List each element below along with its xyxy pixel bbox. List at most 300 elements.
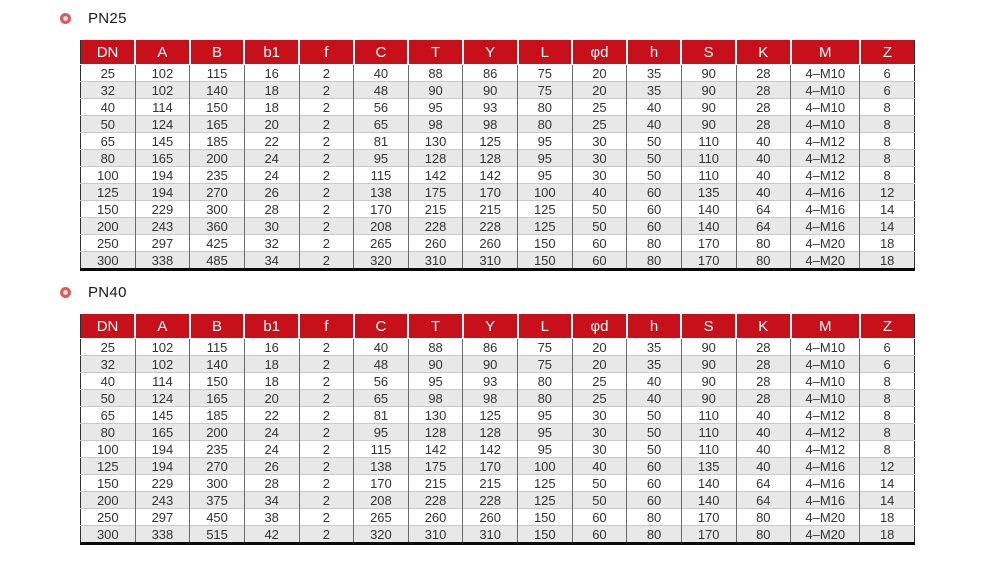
table-cell: 115: [354, 441, 409, 458]
table-cell: 235: [190, 167, 245, 184]
column-header-k: K: [736, 314, 791, 339]
table-cell: 297: [135, 235, 190, 252]
table-cell: 65: [354, 116, 409, 133]
column-header-y: Y: [463, 314, 518, 339]
table-cell: 150: [190, 99, 245, 116]
table-cell: 310: [463, 252, 518, 270]
table-cell: 6: [860, 356, 915, 373]
dimension-table-pn40: [80, 314, 915, 545]
table-cell: 34: [244, 492, 299, 509]
table-cell: 40: [627, 390, 682, 407]
table-cell: 102: [135, 356, 190, 373]
table-cell: 28: [736, 339, 791, 356]
table-cell: 32: [81, 356, 136, 373]
table-cell: 215: [408, 201, 463, 218]
table-cell: 40: [627, 99, 682, 116]
table-cell: 93: [463, 99, 518, 116]
table-cell: 98: [463, 116, 518, 133]
table-cell: 40: [354, 65, 409, 82]
table-cell: 142: [408, 167, 463, 184]
table-cell: 100: [81, 167, 136, 184]
table-cell: 2: [299, 65, 354, 82]
table-cell: 4–M10: [791, 356, 860, 373]
table-cell: 300: [81, 252, 136, 270]
table-cell: 90: [681, 390, 736, 407]
table-cell: 40: [81, 373, 136, 390]
table-cell: 50: [81, 116, 136, 133]
table-row-dn-200: [81, 218, 915, 235]
section-pn25: [0, 8, 1000, 271]
table-cell: 90: [463, 82, 518, 99]
table-row-dn-65: [81, 407, 915, 424]
column-header-t: T: [408, 314, 463, 339]
section-title: PN40: [88, 283, 127, 301]
table-cell: 170: [463, 458, 518, 475]
table-cell: 170: [681, 509, 736, 526]
table-cell: 265: [354, 235, 409, 252]
table-cell: 130: [408, 407, 463, 424]
table-cell: 14: [860, 492, 915, 509]
table-cell: 260: [463, 235, 518, 252]
table-cell: 100: [518, 184, 573, 201]
table-cell: 80: [518, 373, 573, 390]
table-cell: 128: [408, 424, 463, 441]
table-cell: 200: [190, 424, 245, 441]
table-cell: 375: [190, 492, 245, 509]
table-cell: 90: [681, 116, 736, 133]
table-cell: 30: [244, 218, 299, 235]
table-row-dn-80: [81, 150, 915, 167]
section-title: PN25: [88, 9, 127, 27]
table-cell: 8: [860, 167, 915, 184]
table-cell: 20: [244, 116, 299, 133]
table-cell: 4–M16: [791, 475, 860, 492]
table-cell: 88: [408, 65, 463, 82]
table-row-dn-32: [81, 356, 915, 373]
table-cell: 4–M12: [791, 424, 860, 441]
table-cell: 8: [860, 99, 915, 116]
table-cell: 60: [627, 201, 682, 218]
table-cell: 90: [681, 82, 736, 99]
table-cell: 2: [299, 339, 354, 356]
table-cell: 80: [81, 150, 136, 167]
table-cell: 2: [299, 475, 354, 492]
table-cell: 4–M12: [791, 407, 860, 424]
table-cell: 4–M10: [791, 65, 860, 82]
table-cell: 42: [244, 526, 299, 544]
table-cell: 50: [627, 407, 682, 424]
table-cell: 80: [627, 526, 682, 544]
table-cell: 114: [135, 373, 190, 390]
table-cell: 60: [627, 475, 682, 492]
table-cell: 140: [681, 218, 736, 235]
table-cell: 98: [463, 390, 518, 407]
column-header-d: φd: [572, 40, 627, 65]
table-cell: 170: [681, 235, 736, 252]
table-cell: 81: [354, 407, 409, 424]
table-cell: 40: [572, 458, 627, 475]
table-cell: 8: [860, 373, 915, 390]
table-cell: 243: [135, 218, 190, 235]
table-cell: 140: [681, 201, 736, 218]
table-cell: 64: [736, 492, 791, 509]
table-cell: 297: [135, 509, 190, 526]
table-cell: 250: [81, 509, 136, 526]
table-cell: 50: [572, 218, 627, 235]
table-cell: 4–M12: [791, 441, 860, 458]
table-cell: 80: [518, 390, 573, 407]
table-cell: 60: [572, 509, 627, 526]
table-cell: 2: [299, 82, 354, 99]
table-cell: 20: [572, 339, 627, 356]
table-cell: 300: [81, 526, 136, 544]
table-cell: 22: [244, 407, 299, 424]
table-row-dn-200: [81, 492, 915, 509]
table-cell: 14: [860, 475, 915, 492]
table-cell: 12: [860, 184, 915, 201]
table-cell: 102: [135, 82, 190, 99]
table-cell: 125: [463, 133, 518, 150]
table-cell: 4–M16: [791, 218, 860, 235]
table-cell: 150: [518, 252, 573, 270]
table-cell: 4–M20: [791, 235, 860, 252]
table-cell: 135: [681, 458, 736, 475]
table-cell: 28: [736, 65, 791, 82]
table-cell: 2: [299, 133, 354, 150]
table-cell: 4–M20: [791, 252, 860, 270]
table-cell: 93: [463, 373, 518, 390]
table-cell: 40: [354, 339, 409, 356]
table-cell: 229: [135, 201, 190, 218]
table-cell: 110: [681, 167, 736, 184]
section-pn40: [0, 282, 1000, 545]
table-cell: 110: [681, 150, 736, 167]
table-cell: 95: [518, 424, 573, 441]
table-cell: 50: [627, 167, 682, 184]
column-header-h: h: [627, 40, 682, 65]
table-cell: 300: [190, 201, 245, 218]
table-cell: 40: [81, 99, 136, 116]
table-cell: 8: [860, 441, 915, 458]
table-cell: 88: [408, 339, 463, 356]
table-cell: 95: [354, 150, 409, 167]
table-cell: 81: [354, 133, 409, 150]
table-cell: 56: [354, 99, 409, 116]
column-header-z: Z: [860, 314, 915, 339]
table-cell: 338: [135, 526, 190, 544]
table-cell: 60: [627, 218, 682, 235]
table-cell: 48: [354, 82, 409, 99]
table-cell: 8: [860, 407, 915, 424]
table-cell: 56: [354, 373, 409, 390]
table-cell: 185: [190, 407, 245, 424]
table-row-dn-25: [81, 339, 915, 356]
table-cell: 8: [860, 133, 915, 150]
table-cell: 60: [627, 184, 682, 201]
column-header-l: L: [518, 40, 573, 65]
bullet-ring-icon: [60, 287, 71, 298]
table-cell: 4–M12: [791, 133, 860, 150]
table-cell: 142: [463, 167, 518, 184]
table-cell: 26: [244, 184, 299, 201]
table-cell: 4–M10: [791, 82, 860, 99]
table-cell: 165: [135, 150, 190, 167]
table-cell: 20: [572, 65, 627, 82]
table-row-dn-100: [81, 441, 915, 458]
table-cell: 25: [81, 339, 136, 356]
table-cell: 90: [463, 356, 518, 373]
table-cell: 8: [860, 390, 915, 407]
column-header-f: f: [299, 314, 354, 339]
table-cell: 150: [81, 475, 136, 492]
table-cell: 98: [408, 390, 463, 407]
table-cell: 60: [572, 235, 627, 252]
table-cell: 35: [627, 356, 682, 373]
table-cell: 2: [299, 235, 354, 252]
table-cell: 20: [572, 356, 627, 373]
table-cell: 32: [244, 235, 299, 252]
table-cell: 90: [408, 82, 463, 99]
table-cell: 25: [572, 116, 627, 133]
column-header-a: A: [135, 40, 190, 65]
table-cell: 2: [299, 99, 354, 116]
table-cell: 110: [681, 424, 736, 441]
table-cell: 50: [627, 150, 682, 167]
table-cell: 40: [736, 184, 791, 201]
table-cell: 28: [244, 475, 299, 492]
column-header-s: S: [681, 314, 736, 339]
table-cell: 90: [681, 65, 736, 82]
table-cell: 60: [572, 526, 627, 544]
table-cell: 95: [518, 167, 573, 184]
table-row-dn-150: [81, 201, 915, 218]
table-cell: 25: [81, 65, 136, 82]
table-row-dn-250: [81, 509, 915, 526]
table-cell: 64: [736, 218, 791, 235]
table-cell: 28: [736, 390, 791, 407]
table-cell: 243: [135, 492, 190, 509]
table-cell: 65: [354, 390, 409, 407]
table-cell: 2: [299, 492, 354, 509]
table-cell: 40: [627, 116, 682, 133]
table-cell: 32: [81, 82, 136, 99]
table-cell: 18: [860, 509, 915, 526]
table-cell: 138: [354, 458, 409, 475]
table-row-dn-50: [81, 116, 915, 133]
table-cell: 145: [135, 407, 190, 424]
table-cell: 30: [572, 424, 627, 441]
table-cell: 18: [244, 82, 299, 99]
table-cell: 28: [736, 373, 791, 390]
table-cell: 25: [572, 99, 627, 116]
table-cell: 60: [627, 458, 682, 475]
table-cell: 128: [463, 424, 518, 441]
column-header-m: M: [791, 314, 860, 339]
column-header-c: C: [354, 314, 409, 339]
table-cell: 75: [518, 65, 573, 82]
table-cell: 208: [354, 218, 409, 235]
column-header-b: B: [190, 40, 245, 65]
table-cell: 30: [572, 407, 627, 424]
table-cell: 142: [463, 441, 518, 458]
table-cell: 40: [627, 373, 682, 390]
table-cell: 102: [135, 339, 190, 356]
table-cell: 95: [518, 441, 573, 458]
table-cell: 50: [572, 492, 627, 509]
table-row-dn-250: [81, 235, 915, 252]
table-cell: 75: [518, 82, 573, 99]
table-cell: 50: [627, 424, 682, 441]
table-cell: 80: [627, 509, 682, 526]
table-cell: 18: [860, 235, 915, 252]
table-cell: 4–M12: [791, 167, 860, 184]
table-cell: 320: [354, 526, 409, 544]
table-cell: 2: [299, 116, 354, 133]
table-cell: 80: [518, 99, 573, 116]
table-cell: 165: [135, 424, 190, 441]
column-header-b1: b1: [244, 314, 299, 339]
table-cell: 170: [463, 184, 518, 201]
table-cell: 2: [299, 458, 354, 475]
table-cell: 28: [736, 356, 791, 373]
table-cell: 194: [135, 441, 190, 458]
table-cell: 165: [190, 116, 245, 133]
header-row: [81, 314, 915, 339]
table-cell: 80: [736, 235, 791, 252]
section-heading-pn25: [60, 8, 1000, 28]
table-cell: 150: [81, 201, 136, 218]
table-cell: 40: [736, 458, 791, 475]
table-cell: 80: [736, 509, 791, 526]
table-cell: 64: [736, 475, 791, 492]
table-cell: 14: [860, 201, 915, 218]
table-cell: 270: [190, 458, 245, 475]
table-cell: 125: [81, 458, 136, 475]
table-row-dn-65: [81, 133, 915, 150]
table-cell: 125: [518, 218, 573, 235]
table-row-dn-32: [81, 82, 915, 99]
table-cell: 170: [354, 475, 409, 492]
column-header-a: A: [135, 314, 190, 339]
column-header-t: T: [408, 40, 463, 65]
table-cell: 90: [681, 99, 736, 116]
table-cell: 250: [81, 235, 136, 252]
table-cell: 12: [860, 458, 915, 475]
table-cell: 30: [572, 441, 627, 458]
column-header-b: B: [190, 314, 245, 339]
table-cell: 310: [463, 526, 518, 544]
table-cell: 360: [190, 218, 245, 235]
header-row: [81, 40, 915, 65]
column-header-s: S: [681, 40, 736, 65]
table-cell: 80: [736, 252, 791, 270]
table-cell: 35: [627, 82, 682, 99]
table-row-dn-125: [81, 458, 915, 475]
table-cell: 50: [572, 475, 627, 492]
table-cell: 38: [244, 509, 299, 526]
table-row-dn-125: [81, 184, 915, 201]
table-cell: 24: [244, 424, 299, 441]
table-cell: 2: [299, 407, 354, 424]
table-cell: 194: [135, 167, 190, 184]
table-cell: 170: [354, 201, 409, 218]
table-cell: 16: [244, 65, 299, 82]
table-cell: 4–M20: [791, 509, 860, 526]
table-cell: 140: [681, 475, 736, 492]
table-cell: 50: [572, 201, 627, 218]
table-cell: 18: [244, 99, 299, 116]
table-cell: 90: [681, 356, 736, 373]
table-cell: 310: [408, 526, 463, 544]
table-cell: 86: [463, 339, 518, 356]
table-cell: 95: [518, 133, 573, 150]
table-cell: 145: [135, 133, 190, 150]
table-cell: 194: [135, 458, 190, 475]
bullet-ring-icon: [60, 13, 71, 24]
table-cell: 35: [627, 339, 682, 356]
table-cell: 60: [627, 492, 682, 509]
table-row-dn-80: [81, 424, 915, 441]
table-cell: 260: [408, 509, 463, 526]
table-cell: 2: [299, 252, 354, 270]
table-cell: 130: [408, 133, 463, 150]
table-cell: 4–M16: [791, 492, 860, 509]
table-cell: 80: [627, 252, 682, 270]
table-cell: 125: [81, 184, 136, 201]
table-cell: 4–M10: [791, 116, 860, 133]
table-cell: 28: [736, 82, 791, 99]
table-cell: 228: [408, 218, 463, 235]
table-cell: 40: [736, 441, 791, 458]
table-cell: 20: [244, 390, 299, 407]
table-cell: 4–M16: [791, 184, 860, 201]
table-cell: 150: [518, 509, 573, 526]
table-cell: 270: [190, 184, 245, 201]
table-cell: 40: [736, 167, 791, 184]
table-cell: 4–M12: [791, 150, 860, 167]
table-cell: 8: [860, 424, 915, 441]
table-cell: 235: [190, 441, 245, 458]
table-cell: 4–M10: [791, 339, 860, 356]
table-cell: 18: [244, 356, 299, 373]
table-cell: 18: [860, 526, 915, 544]
table-cell: 2: [299, 424, 354, 441]
table-cell: 95: [408, 373, 463, 390]
column-header-d: φd: [572, 314, 627, 339]
table-cell: 95: [518, 150, 573, 167]
table-cell: 40: [736, 150, 791, 167]
table-cell: 80: [518, 116, 573, 133]
table-cell: 4–M20: [791, 526, 860, 544]
table-cell: 20: [572, 82, 627, 99]
table-cell: 50: [81, 390, 136, 407]
table-cell: 2: [299, 167, 354, 184]
table-row-dn-40: [81, 99, 915, 116]
table-cell: 18: [860, 252, 915, 270]
table-cell: 115: [190, 339, 245, 356]
table-cell: 110: [681, 441, 736, 458]
table-cell: 170: [681, 252, 736, 270]
table-cell: 2: [299, 201, 354, 218]
table-row-dn-300: [81, 526, 915, 544]
table-cell: 8: [860, 150, 915, 167]
dimension-table-pn25: [80, 40, 915, 271]
column-header-z: Z: [860, 40, 915, 65]
table-cell: 4–M16: [791, 458, 860, 475]
table-cell: 24: [244, 150, 299, 167]
table-cell: 6: [860, 339, 915, 356]
table-cell: 215: [463, 201, 518, 218]
